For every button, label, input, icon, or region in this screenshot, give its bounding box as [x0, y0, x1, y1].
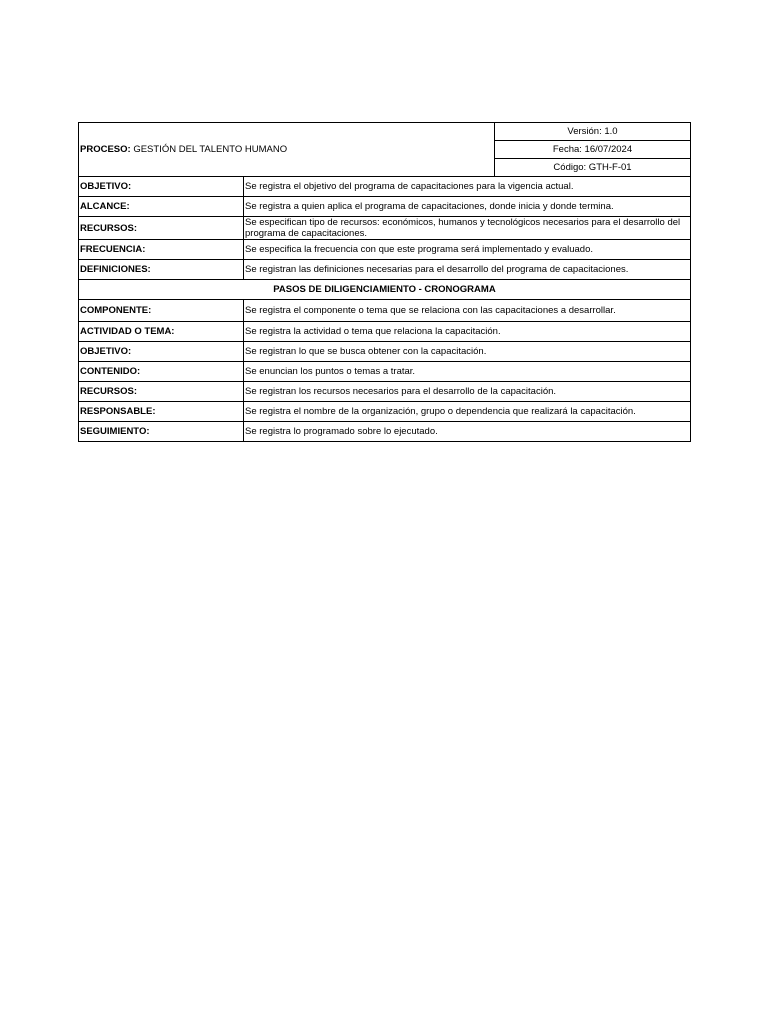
step-label: CONTENIDO: — [79, 362, 244, 382]
step-text: Se enuncian los puntos o temas a tratar. — [244, 362, 691, 382]
header-row-version — [79, 123, 691, 141]
table-row — [79, 177, 691, 197]
step-label: SEGUIMIENTO: — [79, 422, 244, 442]
row-label: OBJETIVO: — [79, 177, 244, 197]
table-row — [79, 342, 691, 362]
row-text: Se registra a quien aplica el programa de capacitaciones, donde inicia y donde termina. — [244, 197, 691, 217]
version-cell: Versión: 1.0 — [495, 123, 691, 141]
row-text: Se registra el objetivo del programa de capacitaciones para la vigencia actual. — [244, 177, 691, 197]
format-document — [78, 122, 690, 442]
step-text: Se registra la actividad o tema que relaciona la capacitación. — [244, 322, 691, 342]
process-value: GESTIÓN DEL TALENTO HUMANO — [130, 144, 288, 155]
step-text: Se registra el componente o tema que se relaciona con las capacitaciones a desarrollar. — [244, 300, 691, 322]
table-row — [79, 422, 691, 442]
row-text: Se registran las definiciones necesarias para el desarrollo del programa de capacitaciones. — [244, 260, 691, 280]
step-label: RECURSOS: — [79, 382, 244, 402]
table-row — [79, 402, 691, 422]
table-row — [79, 240, 691, 260]
process-cell — [79, 123, 495, 177]
step-label: OBJETIVO: — [79, 342, 244, 362]
code-cell: Código: GTH-F-01 — [495, 159, 691, 177]
step-label: RESPONSABLE: — [79, 402, 244, 422]
section-title-row — [79, 280, 691, 300]
date-cell: Fecha: 16/07/2024 — [495, 141, 691, 159]
table-row — [79, 197, 691, 217]
table-row — [79, 300, 691, 322]
table-row — [79, 362, 691, 382]
process-label: PROCESO: — [80, 144, 131, 155]
section-title: PASOS DE DILIGENCIAMIENTO - CRONOGRAMA — [79, 280, 691, 300]
table-row — [79, 322, 691, 342]
step-text: Se registran los recursos necesarios para el desarrollo de la capacitación. — [244, 382, 691, 402]
step-label: ACTIVIDAD O TEMA: — [79, 322, 244, 342]
table-row — [79, 260, 691, 280]
row-text: Se especifica la frecuencia con que este programa será implementado y evaluado. — [244, 240, 691, 260]
row-label: ALCANCE: — [79, 197, 244, 217]
step-text: Se registran lo que se busca obtener con la capacitación. — [244, 342, 691, 362]
row-text: Se especifican tipo de recursos: económicos, humanos y tecnológicos necesarios para el desarrollo del programa de capacitaciones. — [244, 217, 691, 240]
step-label: COMPONENTE: — [79, 300, 244, 322]
format-table — [78, 122, 691, 442]
row-label: RECURSOS: — [79, 217, 244, 240]
table-row — [79, 382, 691, 402]
row-label: DEFINICIONES: — [79, 260, 244, 280]
step-text: Se registra lo programado sobre lo ejecutado. — [244, 422, 691, 442]
table-row — [79, 217, 691, 240]
row-label: FRECUENCIA: — [79, 240, 244, 260]
step-text: Se registra el nombre de la organización, grupo o dependencia que realizará la capacitación. — [244, 402, 691, 422]
